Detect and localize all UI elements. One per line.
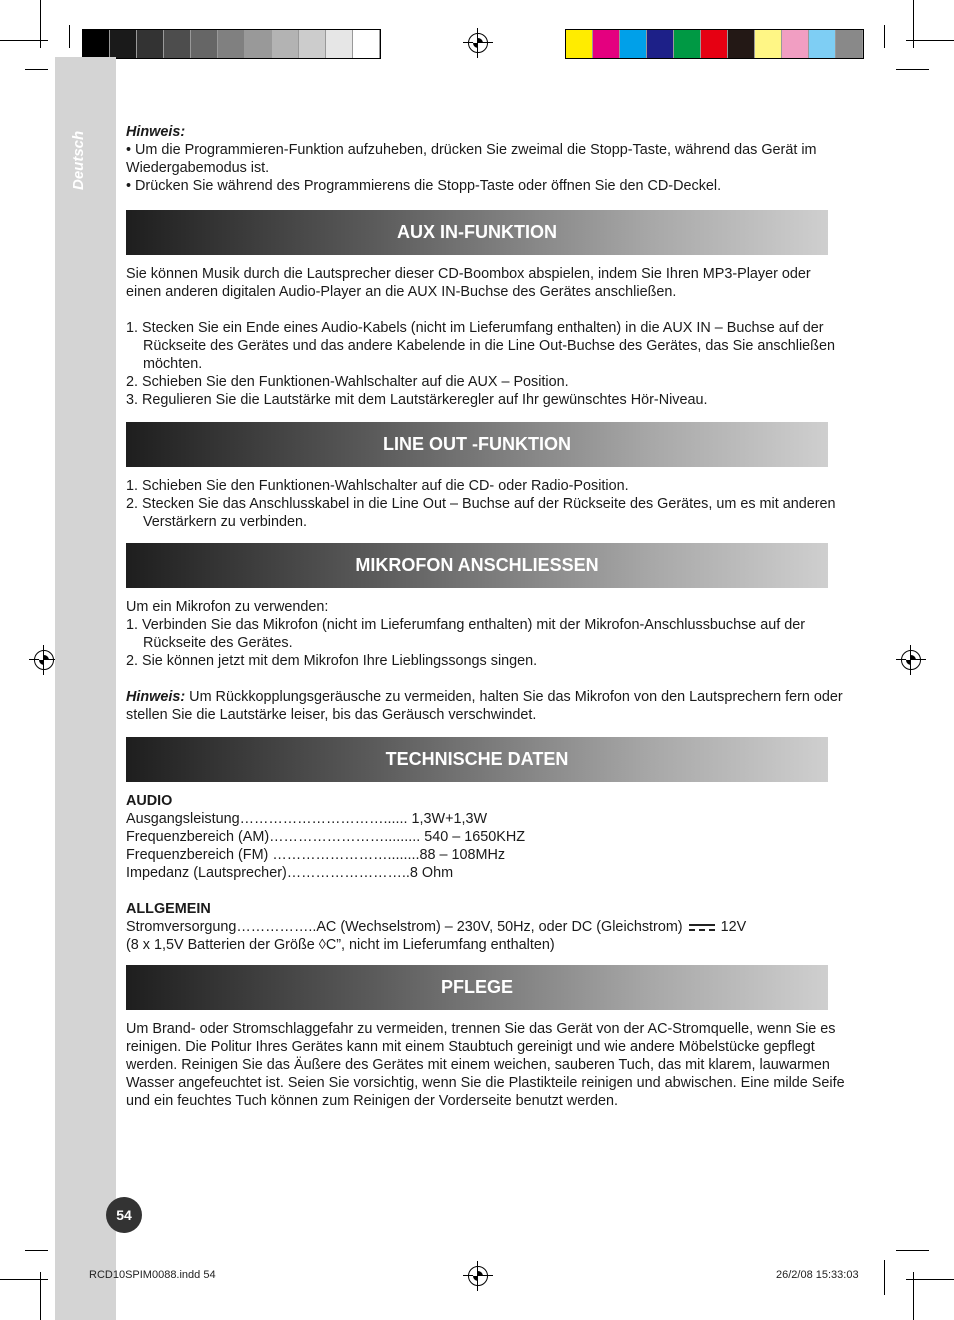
color-swatch xyxy=(647,30,674,58)
mic-section-body xyxy=(126,598,846,724)
crop-mark xyxy=(0,1279,48,1280)
crop-mark xyxy=(25,1250,48,1251)
color-swatch xyxy=(272,30,299,58)
section-header-care: PFLEGE xyxy=(126,965,828,1010)
list-item: 1. Stecken Sie ein Ende eines Audio-Kabels (nicht im Lieferumfang enthalten) in die AUX IN – Buchse auf der Rückseite des Gerätes und das andere Kabelende in die Line Out-Buchse des Gerätes, das Sie anschließen möchten. xyxy=(126,320,835,372)
paragraph: Um Brand- oder Stromschlaggefahr zu vermeiden, trennen Sie das Gerät von der AC-Stromquelle, wenn Sie es reinigen. Die Politur Ihres Gerätes kann mit einem Staubtuch gereinigt und wie andere Möbelstücke gepflegt werden. Reinigen Sie das Äußere des Gerätes mit einem weichen, sauberen Tuch, das mit klarem, lauwarmen Wasser angefeuchtet ist. Seien Sie vorsichtig, wenn Sie die Plastikteile reinigen und abwischen. Eine milde Seife und ein feuchtes Tuch können zum Reinigen der Vorderseite benutzt werden. xyxy=(126,1021,845,1109)
color-swatch xyxy=(164,30,191,58)
crop-mark xyxy=(69,25,70,48)
color-swatch xyxy=(326,30,353,58)
color-swatch xyxy=(137,30,164,58)
note-text: • Drücken Sie während des Programmierens die Stopp-Taste oder öffnen Sie den CD-Deckel. xyxy=(126,178,722,194)
list-item: 3. Regulieren Sie die Lautstärke mit dem Lautstärkeregler auf Ihr gewünschtes Hör-Niveau. xyxy=(126,392,708,408)
color-swatch xyxy=(836,30,863,58)
spec-group-label: AUDIO xyxy=(126,793,173,809)
registration-mark-icon xyxy=(34,650,54,670)
spec-line xyxy=(126,918,846,936)
page-number: 54 xyxy=(106,1197,142,1233)
crop-mark xyxy=(884,1260,885,1295)
color-swatch xyxy=(755,30,782,58)
list-item: 2. Sie können jetzt mit dem Mikrofon Ihre Lieblingssongs singen. xyxy=(126,653,538,669)
spec-line: (8 x 1,5V Batterien der Größe ◊C”, nicht im Lieferumfang enthalten) xyxy=(126,937,555,953)
list-item: 2. Stecken Sie das Anschlusskabel in die Line Out – Buchse auf der Rückseite des Gerätes, um es mit anderen Verstärkern zu verbinden. xyxy=(126,496,836,530)
spec-line: Ausgangsleistung…………………………...... 1,3W+1,3W xyxy=(126,811,488,827)
note-label: Hinweis: xyxy=(126,124,186,140)
power-supply-text: Stromversorgung……………..AC (Wechselstrom) – 230V, 50Hz, oder DC (Gleichstrom) xyxy=(126,919,683,935)
crop-mark xyxy=(0,40,48,41)
color-swatch xyxy=(782,30,809,58)
crop-mark xyxy=(25,69,48,70)
color-swatch xyxy=(620,30,647,58)
section-header-tech: TECHNISCHE DATEN xyxy=(126,737,828,782)
color-swatch xyxy=(191,30,218,58)
color-swatch xyxy=(218,30,245,58)
spec-line: Frequenzbereich (AM)……………………......... 540 – 1650KHZ xyxy=(126,829,526,845)
grayscale-color-bar xyxy=(82,29,381,59)
footer-file-name: RCD10SPIM0088.indd 54 xyxy=(89,1269,216,1281)
sidebar-language-label: Deutsch xyxy=(70,130,87,190)
color-swatch xyxy=(245,30,272,58)
color-swatch xyxy=(701,30,728,58)
section-header-mic: MIKROFON ANSCHLIESSEN xyxy=(126,543,828,588)
list-item: 1. Verbinden Sie das Mikrofon (nicht im Lieferumfang enthalten) mit der Mikrofon-Anschlussbuchse auf der Rückseite des Gerätes. xyxy=(126,617,806,651)
color-swatch xyxy=(353,30,380,58)
list-item: 1. Schieben Sie den Funktionen-Wahlschalter auf die CD- oder Radio-Position. xyxy=(126,478,629,494)
note-label: Hinweis: xyxy=(126,689,186,705)
crop-mark xyxy=(906,40,954,41)
paragraph: Um ein Mikrofon zu verwenden: xyxy=(126,599,329,615)
aux-section-body xyxy=(126,265,846,409)
color-swatch xyxy=(593,30,620,58)
crop-mark xyxy=(884,25,885,48)
process-color-bar xyxy=(565,29,864,59)
crop-mark xyxy=(896,69,929,70)
color-swatch xyxy=(299,30,326,58)
color-swatch xyxy=(674,30,701,58)
language-sidebar xyxy=(55,57,116,1320)
note-text: Um Rückkopplungsgeräusche zu vermeiden, halten Sie das Mikrofon von den Lautsprechern fern oder stellen Sie die Lautstärke leiser, bis das Geräusch verschwindet. xyxy=(126,689,843,723)
color-swatch xyxy=(728,30,755,58)
color-swatch xyxy=(83,30,110,58)
crop-mark xyxy=(896,1250,929,1251)
power-voltage: 12V xyxy=(720,919,747,935)
color-swatch xyxy=(566,30,593,58)
list-item: 2. Schieben Sie den Funktionen-Wahlschalter auf die AUX – Position. xyxy=(126,374,569,390)
section-header-aux: AUX IN-FUNKTION xyxy=(126,210,828,255)
registration-mark-icon xyxy=(468,33,488,53)
crop-mark xyxy=(906,1279,954,1280)
dc-symbol-icon xyxy=(689,922,715,932)
color-swatch xyxy=(110,30,137,58)
spec-line: Impedanz (Lautsprecher)……………………..8 Ohm xyxy=(126,865,454,881)
tech-section-body xyxy=(126,792,846,954)
color-swatch xyxy=(809,30,836,58)
registration-mark-icon xyxy=(468,1266,488,1286)
section-header-lineout: LINE OUT -FUNKTION xyxy=(126,422,828,467)
lineout-section-body xyxy=(126,477,846,531)
footer-date: 26/2/08 15:33:03 xyxy=(776,1269,859,1281)
care-section-body xyxy=(126,1020,846,1110)
spec-line: Frequenzbereich (FM) ……………………........88 – 108MHz xyxy=(126,847,506,863)
registration-mark-icon xyxy=(901,650,921,670)
mic-note xyxy=(126,688,846,724)
spec-group-label: ALLGEMEIN xyxy=(126,901,211,917)
programming-note xyxy=(126,123,846,195)
paragraph: Sie können Musik durch die Lautsprecher dieser CD-Boombox abspielen, indem Sie Ihren MP3-Player oder einen anderen digitalen Audio-Player an die AUX IN-Buchse des Gerätes anschließen. xyxy=(126,266,811,300)
note-text: • Um die Programmieren-Funktion aufzuheben, drücken Sie zweimal die Stopp-Taste, während das Gerät im Wiedergabemodus ist. xyxy=(126,142,817,176)
